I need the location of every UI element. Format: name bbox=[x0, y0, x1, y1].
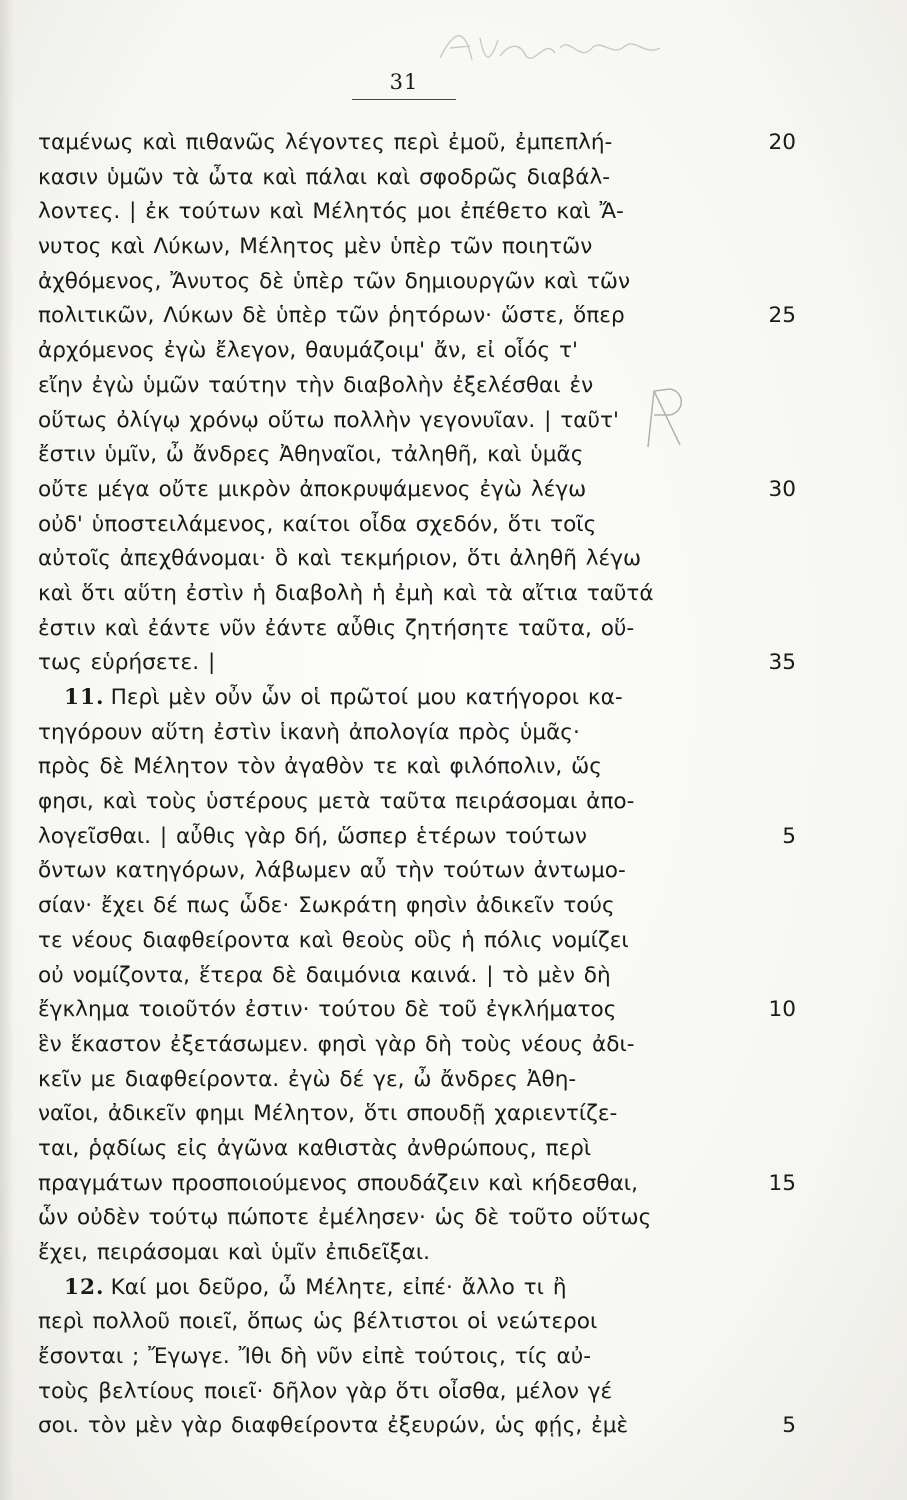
text-line bbox=[38, 924, 838, 959]
line-text: νυτος καὶ Λύκων, Μέλητος μὲν ὑπὲρ τῶν ποιητῶν bbox=[38, 234, 593, 260]
line-text: πολιτικῶν, Λύκων δὲ ὑπὲρ τῶν ῥητόρων· ὥστε, ὅπερ bbox=[38, 303, 625, 329]
text-line bbox=[38, 404, 838, 439]
line-number: 25 bbox=[768, 303, 796, 329]
line-number: 15 bbox=[768, 1170, 796, 1196]
text-line bbox=[38, 577, 838, 612]
line-text: τε νέους διαφθείροντα καὶ θεοὺς οὓς ἡ πόλις νομίζει bbox=[38, 927, 629, 953]
line-text: οὕτως ὀλίγῳ χρόνῳ οὕτω πολλὴν γεγονυῖαν. | ταῦτ' bbox=[38, 407, 619, 433]
page-number-rule bbox=[352, 99, 456, 100]
line-text: αὐτοῖς ἀπεχθάνομαι· ὃ καὶ τεκμήριον, ὅτι ἀληθῆ λέγω bbox=[38, 546, 642, 572]
line-text: κασιν ὑμῶν τὰ ὦτα καὶ πάλαι καὶ σφοδρῶς διαβάλ- bbox=[38, 164, 611, 190]
text-line bbox=[38, 785, 838, 820]
text-line bbox=[38, 1028, 838, 1063]
text-line bbox=[38, 230, 838, 265]
text-line bbox=[38, 438, 838, 473]
text-line bbox=[38, 820, 838, 855]
line-text: πραγμάτων προσποιούμενος σπουδάζειν καὶ κήδεσθαι, bbox=[38, 1170, 638, 1196]
text-line bbox=[38, 1097, 838, 1132]
text-line bbox=[38, 334, 838, 369]
line-number: 30 bbox=[768, 476, 796, 502]
line-text: ἔστιν ὑμῖν, ὦ ἄνδρες Ἀθηναῖοι, τἀληθῆ, καὶ ὑμᾶς bbox=[38, 442, 584, 468]
line-text: λοντες. | ἐκ τούτων καὶ Μέλητός μοι ἐπέθετο καὶ Ἄ- bbox=[38, 199, 624, 225]
line-text: ἔγκλημα τοιοῦτόν ἐστιν· τούτου δὲ τοῦ ἐγκλήματος bbox=[38, 997, 617, 1023]
text-line bbox=[38, 1063, 838, 1098]
line-text: περὶ πολλοῦ ποιεῖ, ὅπως ὡς βέλτιστοι οἱ νεώτεροι bbox=[38, 1309, 598, 1335]
text-line bbox=[38, 1236, 838, 1271]
line-text: ται, ῥᾳδίως εἰς ἀγῶνα καθιστὰς ἀνθρώπους, περὶ bbox=[38, 1135, 592, 1161]
text-line bbox=[38, 542, 838, 577]
text-line bbox=[38, 508, 838, 543]
line-text: ἔχει, πειράσομαι καὶ ὑμῖν ἐπιδεῖξαι. bbox=[38, 1240, 431, 1265]
section-number: 12. bbox=[64, 1274, 105, 1300]
line-text: εἴην ἐγὼ ὑμῶν ταύτην τὴν διαβολὴν ἐξελέσθαι ἐν bbox=[38, 372, 594, 398]
text-line bbox=[38, 369, 838, 404]
line-text: σοι. τὸν μὲν γὰρ διαφθείροντα ἐξευρών, ὡς φῄς, ἐμὲ bbox=[38, 1413, 629, 1439]
line-text: ἀχθόμενος, Ἄνυτος δὲ ὑπὲρ τῶν δημιουργῶν καὶ τῶν bbox=[38, 268, 631, 294]
text-line bbox=[38, 1167, 838, 1202]
line-number: 5 bbox=[782, 1413, 796, 1439]
page-number: 31 bbox=[389, 70, 419, 94]
text-line bbox=[38, 299, 838, 334]
line-text: πρὸς δὲ Μέλητον τὸν ἀγαθὸν τε καὶ φιλόπολιν, ὥς bbox=[38, 754, 602, 780]
handwritten-annotation-mark bbox=[430, 18, 690, 78]
line-text: οὐ νομίζοντα, ἕτερα δὲ δαιμόνια καινά. | τὸ μὲν δὴ bbox=[38, 962, 611, 988]
text-line bbox=[38, 265, 838, 300]
line-number: 5 bbox=[782, 823, 796, 849]
text-line bbox=[38, 473, 838, 508]
section-number: 11. bbox=[64, 685, 105, 710]
line-number: 35 bbox=[768, 650, 796, 676]
line-text: ἓν ἕκαστον ἐξετάσωμεν. φησὶ γὰρ δὴ τοὺς νέους ἀδι- bbox=[38, 1031, 635, 1057]
text-line bbox=[38, 750, 838, 785]
text-line bbox=[38, 681, 838, 716]
text-line bbox=[38, 1271, 838, 1306]
line-text: σίαν· ἔχει δέ πως ὧδε· Σωκράτη φησὶν ἀδικεῖν τούς bbox=[38, 893, 615, 919]
text-line bbox=[38, 889, 838, 924]
line-text: Περὶ μὲν οὖν ὧν οἱ πρῶτοί μου κατήγοροι κα- bbox=[110, 685, 623, 710]
text-line bbox=[38, 646, 838, 681]
line-number: 20 bbox=[768, 130, 796, 155]
line-text: τοὺς βελτίους ποιεῖ· δῆλον γὰρ ὅτι οἶσθα, μέλον γέ bbox=[38, 1378, 613, 1404]
page-edge-shadow bbox=[0, 0, 14, 1500]
line-text: οὔτε μέγα οὔτε μικρὸν ἀποκρυψάμενος ἐγὼ λέγω bbox=[38, 476, 587, 502]
line-text: ἐστιν καὶ ἐάντε νῦν ἐάντε αὖθις ζητήσητε ταῦτα, οὕ- bbox=[38, 615, 635, 641]
text-line bbox=[38, 1375, 838, 1410]
text-line bbox=[38, 612, 838, 647]
text-line bbox=[38, 195, 838, 230]
line-text: λογεῖσθαι. | αὖθις γὰρ δή, ὥσπερ ἑτέρων τούτων bbox=[38, 823, 587, 849]
greek-text-body bbox=[38, 126, 838, 1444]
line-number: 10 bbox=[768, 997, 796, 1023]
text-line bbox=[38, 1201, 838, 1236]
line-text: ναῖοι, ἀδικεῖν φημι Μέλητον, ὅτι σπουδῇ χαριεντίζε- bbox=[38, 1101, 618, 1127]
text-line bbox=[38, 161, 838, 196]
line-text: κεῖν με διαφθείροντα. ἐγὼ δέ γε, ὦ ἄνδρες Ἀθη- bbox=[38, 1066, 577, 1092]
line-text: ἀρχόμενος ἐγὼ ἔλεγον, θαυμάζοιμ' ἄν, εἰ οἷός τ' bbox=[38, 338, 578, 364]
line-text: φησι, καὶ τοὺς ὑστέρους μετὰ ταῦτα πειράσομαι ἀπο- bbox=[38, 789, 635, 815]
text-line bbox=[38, 1409, 838, 1444]
line-text: τηγόρουν αὕτη ἐστὶν ἱκανὴ ἀπολογία πρὸς ὑμᾶς· bbox=[38, 719, 580, 745]
text-line bbox=[38, 1132, 838, 1167]
line-text: καὶ ὅτι αὕτη ἐστὶν ἡ διαβολὴ ἡ ἐμὴ καὶ τὰ αἴτια ταῦτά bbox=[38, 580, 654, 606]
text-line bbox=[38, 1305, 838, 1340]
line-text: ὧν οὐδὲν τούτῳ πώποτε ἐμέλησεν· ὡς δὲ τοῦτο οὕτως bbox=[38, 1205, 652, 1231]
line-text: ταμένως καὶ πιθανῶς λέγοντες περὶ ἐμοῦ, ἐμπεπλή- bbox=[38, 130, 613, 155]
line-text: ἔσονται ; Ἔγωγε. Ἴθι δὴ νῦν εἰπὲ τούτοις, τίς αὐ- bbox=[38, 1344, 592, 1370]
line-text: Καί μοι δεῦρο, ὦ Μέλητε, εἰπέ· ἄλλο τι ἢ bbox=[110, 1274, 567, 1300]
text-line bbox=[38, 854, 838, 889]
text-line bbox=[38, 959, 838, 994]
line-text: οὐδ' ὑποστειλάμενος, καίτοι οἶδα σχεδόν, ὅτι τοῖς bbox=[38, 511, 597, 537]
text-line bbox=[38, 1340, 838, 1375]
text-line bbox=[38, 993, 838, 1028]
line-text: ὄντων κατηγόρων, λάβωμεν αὖ τὴν τούτων ἀντωμο- bbox=[38, 858, 626, 884]
text-line bbox=[38, 126, 838, 161]
text-line bbox=[38, 716, 838, 751]
line-text: τως εὑρήσετε. | bbox=[38, 650, 216, 676]
